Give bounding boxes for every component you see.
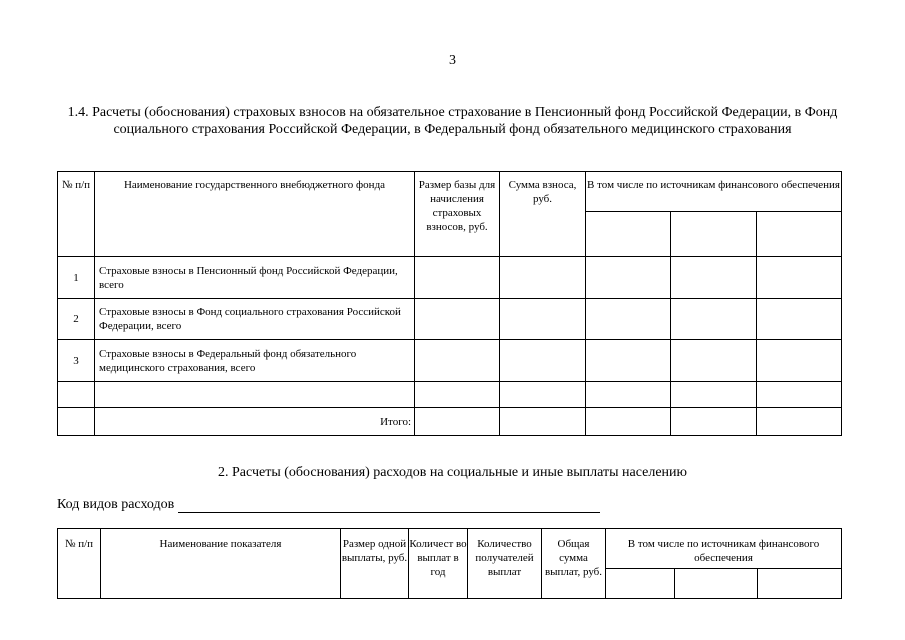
page-number: 3	[449, 53, 456, 68]
table-row	[58, 382, 842, 408]
source-column-1	[606, 569, 675, 599]
header-num: № п/п	[58, 529, 101, 599]
expense-code-label: Код видов расходов	[57, 497, 175, 512]
source-column-1	[586, 212, 671, 257]
row-num: 2	[58, 299, 95, 340]
header-funding-sources: В том числе по источникам финансового обеспечения	[586, 172, 842, 212]
expense-code-blank	[178, 498, 600, 513]
header-payment-size: Размер одной выплаты, руб.	[341, 529, 409, 599]
header-contribution-sum: Сумма взноса, руб.	[500, 172, 586, 257]
row-name: Страховые взносы в Пенсионный фонд Российской Федерации, всего	[95, 257, 415, 299]
header-indicator-name: Наименование показателя	[101, 529, 341, 599]
row-num: 3	[58, 340, 95, 382]
total-label: Итого:	[95, 408, 415, 436]
expense-code-line	[57, 497, 600, 513]
insurance-contributions-table	[57, 171, 842, 436]
header-fund-name: Наименование государственного внебюджетного фонда	[95, 172, 415, 257]
section-2-title: 2. Расчеты (обоснования) расходов на социальные и иные выплаты населению	[218, 465, 687, 480]
row-num: 1	[58, 257, 95, 299]
header-total-sum: Общая сумма выплат, руб.	[542, 529, 606, 599]
header-payment-count: Количест во выплат в год	[409, 529, 468, 599]
section-1-title: 1.4. Расчеты (обоснования) страховых взносов на обязательное страхование в Пенсионный фонд Российской Федерации, в Фонд социального страхования Российской Федерации, в Федеральный фонд обязательного медицинского страхования	[67, 105, 838, 137]
source-column-3	[757, 212, 842, 257]
header-recipients: Количество получателей выплат	[468, 529, 542, 599]
total-row	[58, 408, 842, 436]
source-column-2	[675, 569, 758, 599]
table-row	[58, 299, 842, 340]
header-base-size: Размер базы для начисления страховых взносов, руб.	[415, 172, 500, 257]
table-row	[58, 257, 842, 299]
source-column-3	[758, 569, 842, 599]
table-row	[58, 340, 842, 382]
header-num: № п/п	[58, 172, 95, 257]
header-funding-sources: В том числе по источникам финансового обеспечения	[606, 529, 842, 569]
row-name: Страховые взносы в Федеральный фонд обязательного медицинского страхования, всего	[95, 340, 415, 382]
social-payments-table	[57, 528, 842, 599]
row-name: Страховые взносы в Фонд социального страхования Российской Федерации, всего	[95, 299, 415, 340]
source-column-2	[671, 212, 757, 257]
